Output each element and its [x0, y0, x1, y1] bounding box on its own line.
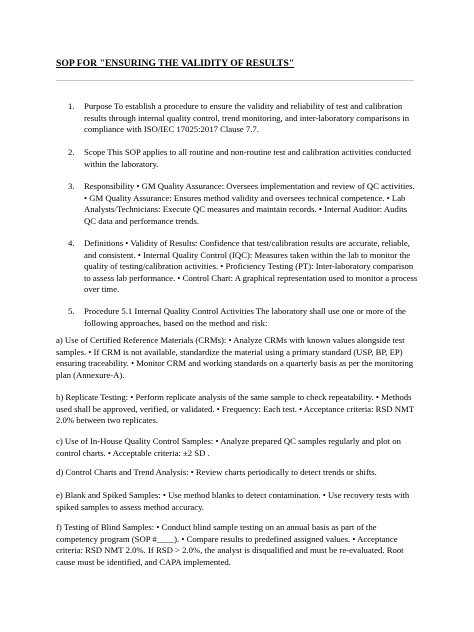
section-number: 3.	[68, 181, 75, 191]
paragraph-blank-spiked: e) Blank and Spiked Samples: • Use method blanks to detect contamination. • Use recovery tests with spiked samples to assess method accuracy.	[56, 490, 410, 512]
section-responsibility	[68, 181, 418, 227]
paragraph-in-house-qc: c) Use of In-House Quality Control Samples: • Analyze prepared QC samples regularly and plot on control charts. • Acceptable criteria: ±2 SD .	[56, 436, 401, 458]
title-divider	[56, 80, 414, 81]
section-number: 4.	[68, 238, 75, 248]
section-definitions	[68, 238, 418, 296]
section-text: Definitions • Validity of Results: Confidence that test/calibration results are accurate, reliable, and consistent. • Internal Quality Control (IQC): Measures taken within the lab to monitor the quality of testing/calibration activities. • Proficiency Testing (PT): Inter-laboratory comparison to assess lab performance. • Control Chart: A graphical representation used to monitor a process over time.	[84, 238, 418, 295]
section-purpose	[68, 101, 418, 136]
paragraph-crm: a) Use of Certified Reference Materials (CRMs): • Analyze CRMs with known values alongside test samples. • If CRM is not available, standardize the material using a primary standard (USP, BP, EP) ensuring traceability. • Monitor CRM and working standards on a quarterly basis as per the monitoring plan (Annexure-A).	[56, 335, 414, 380]
section-procedure	[68, 306, 418, 329]
paragraph-blind-samples: f) Testing of Blind Samples: • Conduct blind sample testing on an annual basis as part of the competency program (SOP #____). • Compare results to predefined assigned values. • Acceptance criteria: RSD NMT 2.0%. If RSD > 2.0%, the analyst is disqualified and must be re-evaluated. Root cause must be identified, and CAPA implemented.	[56, 522, 404, 567]
section-text: Responsibility • GM Quality Assurance: Oversees implementation and review of QC activities. • GM Quality Assurance: Ensures method validity and oversees technical competence. • Lab Analysts/Technicians: Execute QC measures and maintain records. • Internal Auditor: Audits QC data and performance trends.	[84, 181, 415, 226]
section-text: Scope This SOP applies to all routine and non-routine test and calibration activities conducted within the laboratory.	[84, 147, 411, 169]
section-number: 2.	[68, 147, 75, 157]
section-number: 5.	[68, 306, 75, 316]
section-scope	[68, 147, 418, 170]
paragraph-control-charts: d) Control Charts and Trend Analysis: • Review charts periodically to detect trends or shifts.	[56, 467, 377, 477]
section-text: Procedure 5.1 Internal Quality Control Activities The laboratory shall use one or more of the following approaches, based on the method and risk:	[84, 306, 406, 328]
paragraph-replicate-testing: b) Replicate Testing: • Perform replicate analysis of the same sample to check repeatability. • Methods used shall be approved, verified, or validated. • Frequency: Each test. • Acceptance criteria: RSD NMT 2.0% between two replicates.	[56, 392, 414, 426]
section-number: 1.	[68, 101, 75, 111]
document-title: SOP FOR "ENSURING THE VALIDITY OF RESULTS"	[56, 58, 295, 69]
section-text: Purpose To establish a procedure to ensure the validity and reliability of test and calibration results through internal quality control, trend monitoring, and inter-laboratory comparisons in compliance with ISO/IEC 17025:2017 Clause 7.7.	[84, 101, 410, 135]
